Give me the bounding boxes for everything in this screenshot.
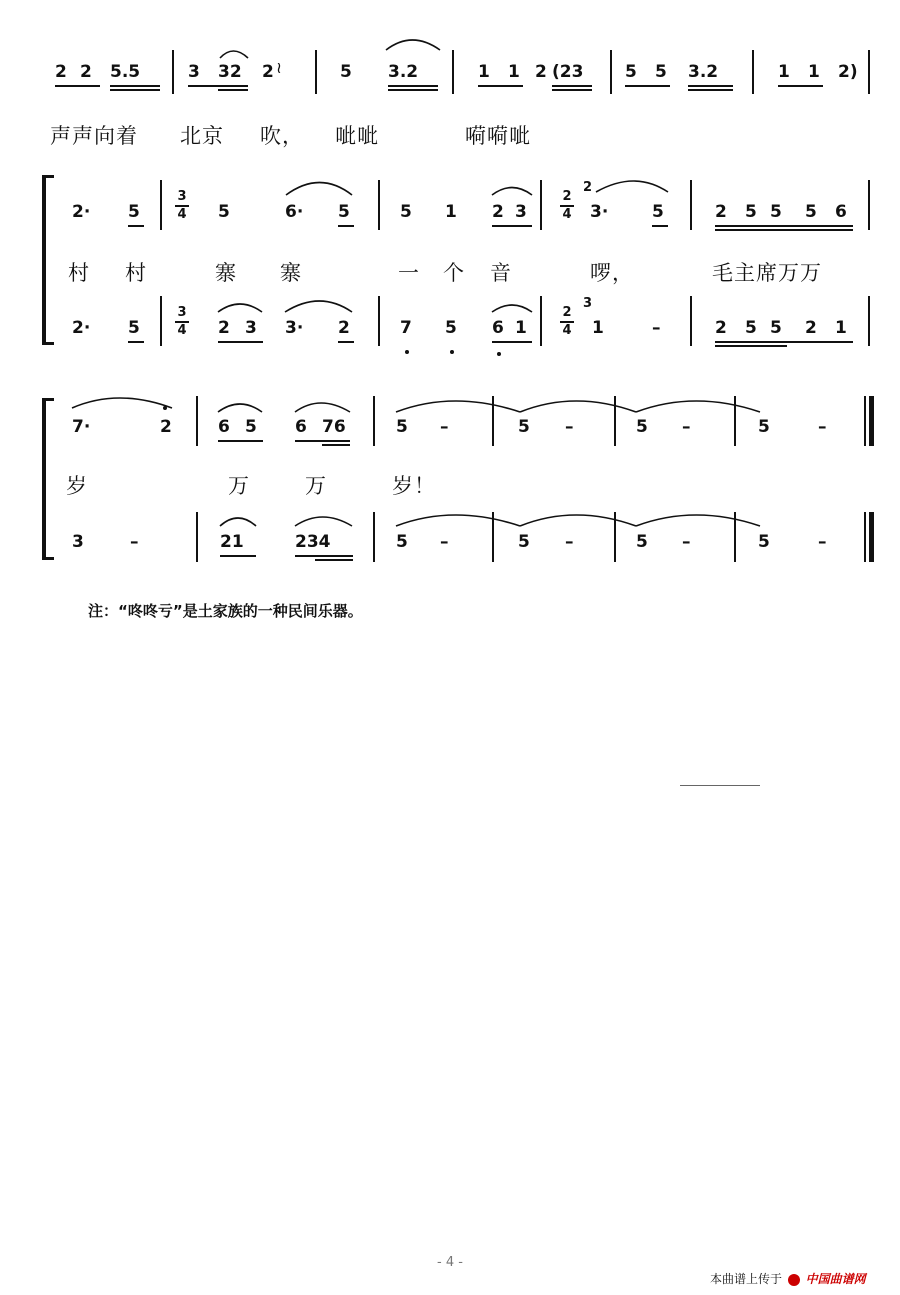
- note: 5: [218, 202, 230, 222]
- note: 234: [295, 532, 331, 552]
- lyric: 岁！: [392, 474, 436, 498]
- page-number: - 4 -: [437, 1255, 463, 1270]
- note: –: [682, 417, 691, 437]
- note: 3.2: [388, 62, 419, 82]
- note: 3: [188, 62, 200, 82]
- lyric: 寨: [280, 261, 302, 285]
- lyric: 万: [228, 474, 250, 498]
- note: 5.5: [110, 62, 141, 82]
- note: 6: [492, 318, 504, 338]
- note: 3·: [285, 318, 304, 338]
- lyric: 一: [398, 261, 420, 285]
- note: 5: [758, 532, 770, 552]
- note: 5: [636, 417, 648, 437]
- note: 3·: [590, 202, 609, 222]
- note: 6: [295, 417, 307, 437]
- lyric: 岁: [66, 474, 88, 498]
- lyric: 北京: [180, 124, 224, 148]
- note: 6·: [285, 202, 304, 222]
- note: 5: [518, 417, 530, 437]
- note: 2: [338, 318, 350, 338]
- note: 5: [636, 532, 648, 552]
- note: 6: [218, 417, 230, 437]
- note: 7·: [72, 417, 91, 437]
- brand-logo-icon: [788, 1274, 800, 1286]
- note: 3.2: [688, 62, 719, 82]
- note: 5: [655, 62, 667, 82]
- note: 2: [805, 318, 817, 338]
- note: 2): [838, 62, 858, 82]
- note: 2·: [72, 318, 91, 338]
- lyric: 声声向着: [50, 124, 138, 148]
- lyric: 吹，: [260, 124, 304, 148]
- divider: [680, 785, 760, 786]
- lyric: 寨: [215, 261, 237, 285]
- lyric: 个: [443, 261, 465, 285]
- note: 2: [160, 417, 172, 437]
- note: 5: [652, 202, 664, 222]
- note: –: [818, 532, 827, 552]
- note: –: [818, 417, 827, 437]
- lyric: 呲呲: [335, 124, 379, 148]
- note: 5: [128, 202, 140, 222]
- note: 5: [518, 532, 530, 552]
- note: –: [652, 318, 661, 338]
- grace-note: 2: [583, 180, 593, 195]
- note: 5: [770, 318, 782, 338]
- note: 5: [745, 318, 757, 338]
- time-signature: 3 4: [175, 190, 189, 222]
- note: 1: [778, 62, 790, 82]
- time-signature: 2 4: [560, 190, 574, 222]
- note: 5: [400, 202, 412, 222]
- note: 2: [715, 318, 727, 338]
- note: 5: [805, 202, 817, 222]
- note: –: [440, 532, 449, 552]
- upload-text: 本曲谱上传于: [710, 1272, 783, 1286]
- note: 5: [128, 318, 140, 338]
- note: 2: [492, 202, 504, 222]
- note: 2: [262, 62, 274, 82]
- footnote: 注：“咚咚亏”是土家族的一种民间乐器。: [88, 602, 363, 620]
- note: 7: [400, 318, 412, 338]
- note: 2: [218, 318, 230, 338]
- note: 5: [396, 417, 408, 437]
- note: 1: [445, 202, 457, 222]
- note: 5: [396, 532, 408, 552]
- lyric: 村: [125, 261, 147, 285]
- note: 2: [535, 62, 547, 82]
- note: 3: [515, 202, 527, 222]
- note: 3: [72, 532, 84, 552]
- time-signature: 2 4: [560, 306, 574, 338]
- note: 2: [80, 62, 92, 82]
- note: 2·: [72, 202, 91, 222]
- note: 5: [338, 202, 350, 222]
- note: 32: [218, 62, 242, 82]
- lyric: 嗬嗬呲: [465, 124, 531, 148]
- note: –: [565, 532, 574, 552]
- note: 76: [322, 417, 346, 437]
- note: 1: [835, 318, 847, 338]
- note: 5: [245, 417, 257, 437]
- note: 6: [835, 202, 847, 222]
- note: 1: [808, 62, 820, 82]
- note: –: [440, 417, 449, 437]
- note: 1: [508, 62, 520, 82]
- note: 5: [758, 417, 770, 437]
- note: –: [682, 532, 691, 552]
- note: 3: [245, 318, 257, 338]
- note: 1: [515, 318, 527, 338]
- note: –: [565, 417, 574, 437]
- footer-upload: [710, 1270, 866, 1287]
- lyric: 毛主席万万: [712, 261, 822, 285]
- brand-name[interactable]: 中国曲谱网: [805, 1272, 866, 1286]
- note: (23: [552, 62, 584, 82]
- note: 5: [745, 202, 757, 222]
- note: 2: [715, 202, 727, 222]
- note: 5: [625, 62, 637, 82]
- note: 5: [770, 202, 782, 222]
- note: 21: [220, 532, 244, 552]
- lyric: 音: [490, 261, 512, 285]
- note: –: [130, 532, 139, 552]
- note: 1: [592, 318, 604, 338]
- lyric: 啰，: [590, 261, 634, 285]
- slurs-overlay: [0, 0, 900, 600]
- note: 5: [340, 62, 352, 82]
- lyric: 万: [305, 474, 327, 498]
- lyric: 村: [68, 261, 90, 285]
- grace-note: 3: [583, 296, 593, 311]
- note: 2: [55, 62, 67, 82]
- glissando-mark: ≀: [276, 58, 282, 77]
- note: 1: [478, 62, 490, 82]
- time-signature: 3 4: [175, 306, 189, 338]
- note: 5: [445, 318, 457, 338]
